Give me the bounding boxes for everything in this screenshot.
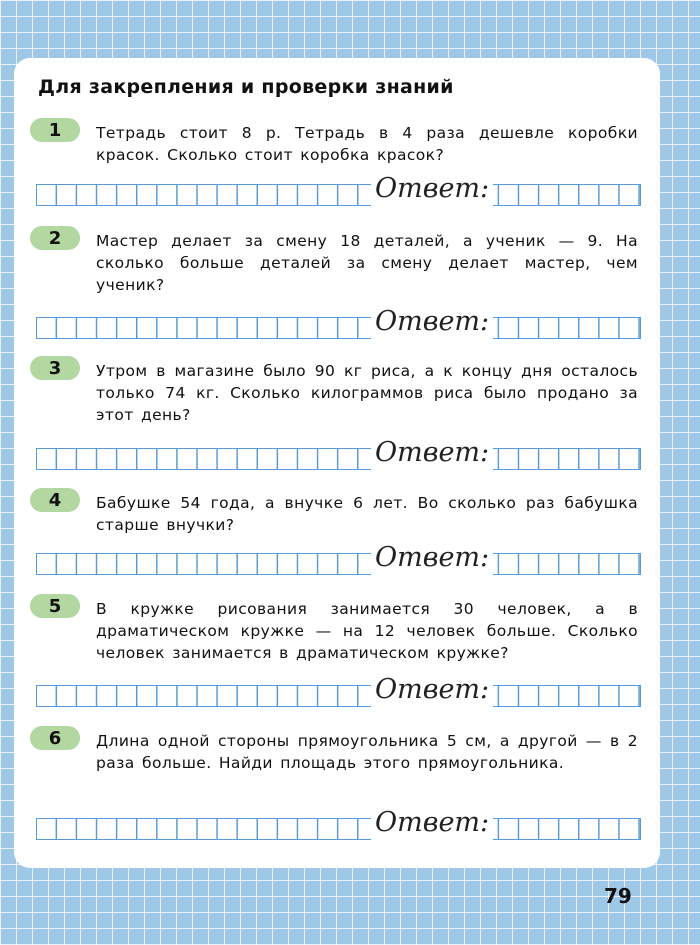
answer-label: Ответ:: [371, 673, 493, 707]
task-text: Тетрадь стоит 8 р. Тетрадь в 4 раза дешевле коробки красок. Сколько стоит коробка красок?: [96, 124, 638, 164]
section-title: Для закрепления и проверки знаний: [38, 76, 454, 98]
answer-input-row[interactable]: [36, 173, 641, 206]
task-text: Бабушке 54 года, а внучке 6 лет. Во сколько раз бабушка старше внучки?: [96, 494, 638, 534]
answer-label: Ответ:: [371, 541, 493, 575]
task-number-badge: 4: [30, 488, 80, 512]
task-number-badge: 2: [30, 226, 80, 250]
answer-input-row[interactable]: [36, 542, 641, 575]
answer-input-row[interactable]: [36, 306, 641, 339]
answer-input-row[interactable]: [36, 437, 641, 470]
task-number-badge: 6: [30, 726, 80, 750]
task-text: Длина одной стороны прямоугольника 5 см, а другой — в 2 раза больше. Найди площадь этого прямоугольника.: [96, 732, 638, 772]
task-number-badge: 5: [30, 594, 80, 618]
task-text: Мастер делает за смену 18 деталей, а ученик — 9. На сколько больше деталей за смену делает мастер, чем ученик?: [96, 232, 638, 294]
page-number: 79: [604, 884, 632, 908]
task-number-badge: 1: [30, 118, 80, 142]
answer-label: Ответ:: [371, 436, 493, 470]
task-number-badge: 3: [30, 356, 80, 380]
answer-label: Ответ:: [371, 806, 493, 840]
answer-label: Ответ:: [371, 172, 493, 206]
task-text: В кружке рисования занимается 30 человек, а в драматическом кружке — на 12 человек больше. Сколько человек занимается в драматическом кружке?: [96, 600, 638, 662]
answer-input-row[interactable]: [36, 807, 641, 840]
answer-label: Ответ:: [371, 305, 493, 339]
answer-input-row[interactable]: [36, 674, 641, 707]
task-text: Утром в магазине было 90 кг риса, а к концу дня осталось только 74 кг. Сколько килограммов риса было продано за этот день?: [96, 362, 638, 424]
